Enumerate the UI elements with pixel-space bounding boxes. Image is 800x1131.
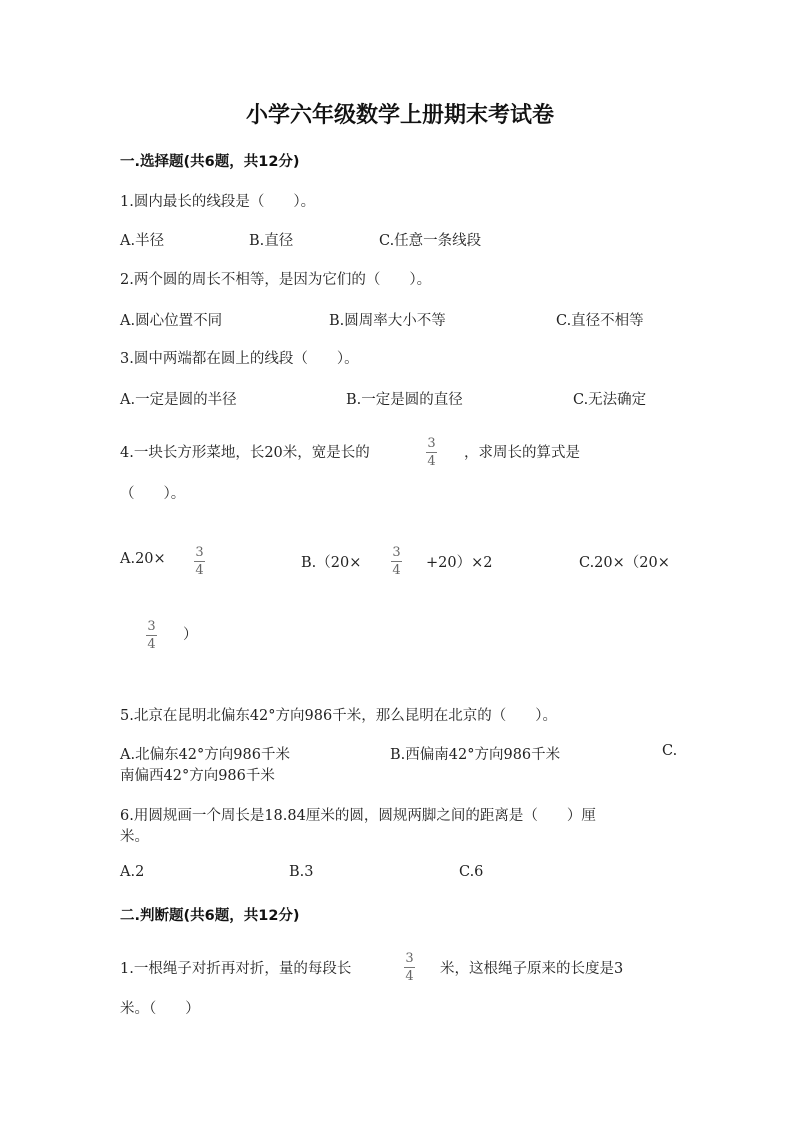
option-c-label: C. bbox=[662, 743, 678, 759]
question-stem-part2: 米，这根绳子原来的长度是3 bbox=[440, 961, 624, 977]
option-c-part1: C.20×（20× bbox=[579, 555, 670, 571]
question-stem: 1.圆内最长的线段是（ ）。 bbox=[120, 194, 316, 210]
question-stem-line2: 米。 bbox=[120, 829, 149, 845]
question-stem: 2.两个圆的周长不相等，是因为它们的（ ）。 bbox=[120, 272, 432, 288]
option-b-part1: B.（20× bbox=[301, 555, 362, 571]
fraction-denominator: 4 bbox=[147, 637, 156, 652]
option-a: A.一定是圆的半径 bbox=[120, 392, 237, 408]
question-stem-part1: 4.一块长方形菜地，长20米，宽是长的 bbox=[120, 445, 370, 461]
option-a: A.北偏东42°方向986千米 bbox=[120, 747, 290, 763]
fraction-three-quarters bbox=[426, 437, 437, 468]
fraction-numerator: 3 bbox=[195, 545, 204, 560]
question-stem-line2: 米。（ ） bbox=[120, 1001, 200, 1017]
option-c: C.无法确定 bbox=[573, 392, 647, 408]
option-c: C.任意一条线段 bbox=[379, 233, 482, 249]
fraction-three-quarters bbox=[146, 620, 157, 651]
option-a: A.圆心位置不同 bbox=[120, 313, 223, 329]
fraction-numerator: 3 bbox=[392, 545, 401, 560]
fraction-three-quarters bbox=[194, 546, 205, 577]
fraction-denominator: 4 bbox=[195, 563, 204, 578]
option-c: C.直径不相等 bbox=[556, 313, 644, 329]
option-b: B.直径 bbox=[249, 233, 294, 249]
question-stem: 5.北京在昆明北偏东42°方向986千米，那么昆明在北京的（ ）。 bbox=[120, 708, 557, 724]
page-title: 小学六年级数学上册期末考试卷 bbox=[245, 103, 554, 128]
fraction-numerator: 3 bbox=[147, 619, 156, 634]
question-stem: 3.圆中两端都在圆上的线段（ ）。 bbox=[120, 351, 359, 367]
section-heading-judgement: 二.判断题(共6题，共12分) bbox=[120, 908, 300, 924]
fraction-three-quarters bbox=[391, 546, 402, 577]
option-b: B.一定是圆的直径 bbox=[346, 392, 463, 408]
section-heading-choice: 一.选择题(共6题，共12分) bbox=[120, 154, 300, 170]
option-a: A.20× bbox=[120, 551, 166, 567]
option-b: B.3 bbox=[289, 864, 314, 880]
question-stem-part1: 1.一根绳子对折再对折，量的每段长 bbox=[120, 961, 352, 977]
fraction-three-quarters bbox=[404, 952, 415, 983]
fraction-denominator: 4 bbox=[405, 969, 414, 984]
option-c-text: 南偏西42°方向986千米 bbox=[120, 768, 275, 784]
question-stem-line1: 6.用圆规画一个周长是18.84厘米的圆，圆规两脚之间的距离是（ ）厘 bbox=[120, 808, 596, 824]
option-b: B.西偏南42°方向986千米 bbox=[390, 747, 561, 763]
option-c-part2: ） bbox=[183, 627, 198, 643]
option-b-part2: +20）×2 bbox=[426, 555, 493, 571]
fraction-numerator: 3 bbox=[427, 436, 436, 451]
fraction-denominator: 4 bbox=[392, 563, 401, 578]
option-a: A.半径 bbox=[120, 233, 165, 249]
question-stem-part2: ，求周长的算式是 bbox=[464, 445, 580, 461]
option-a: A.2 bbox=[120, 864, 145, 880]
fraction-numerator: 3 bbox=[405, 951, 414, 966]
option-c: C.6 bbox=[459, 864, 484, 880]
fraction-denominator: 4 bbox=[427, 454, 436, 469]
option-b: B.圆周率大小不等 bbox=[329, 313, 446, 329]
question-stem-line2: （ ）。 bbox=[120, 486, 186, 502]
